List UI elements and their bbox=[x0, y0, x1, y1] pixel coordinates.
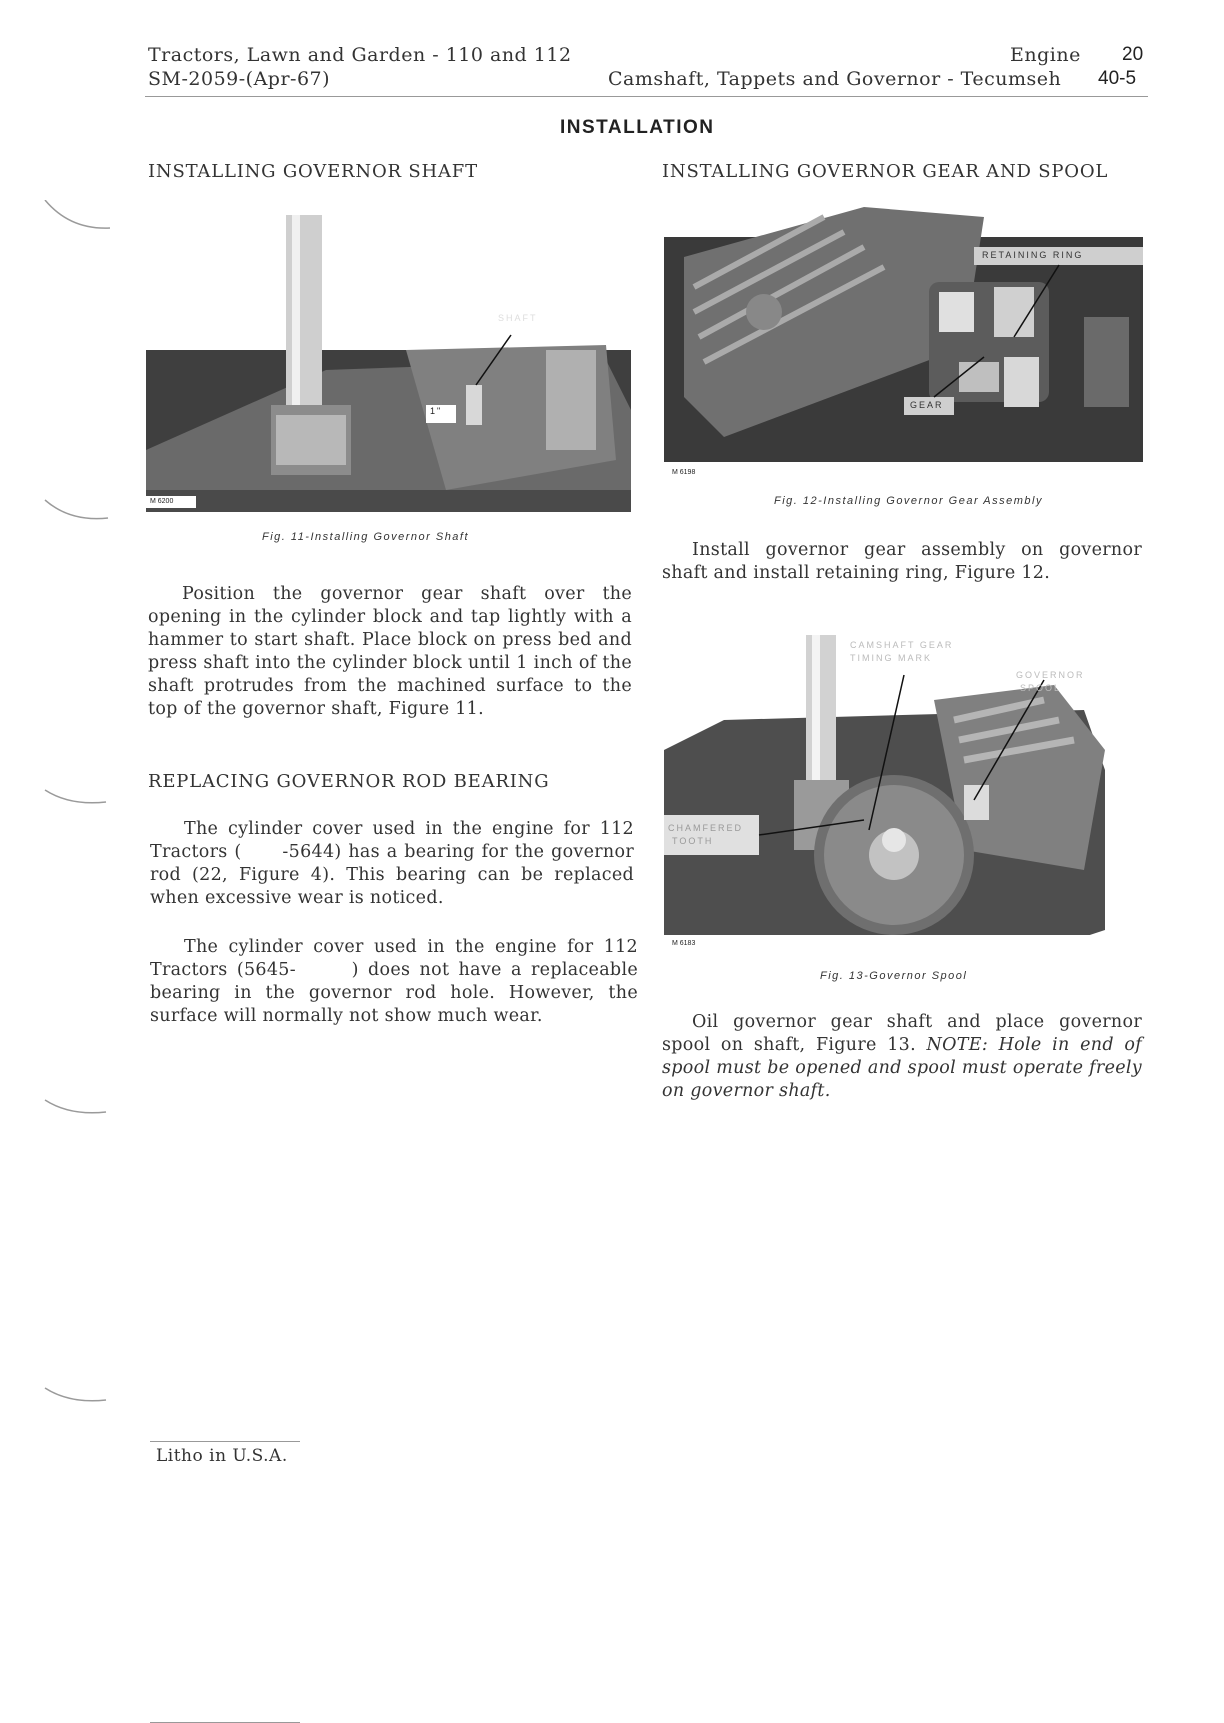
header-section: Engine bbox=[1010, 44, 1081, 66]
header-doc-number: SM-2059-(Apr-67) bbox=[148, 68, 331, 90]
figure-12-photo bbox=[664, 197, 1143, 482]
figure-12-label-gear: GEAR bbox=[910, 400, 944, 410]
header-page-number: 40-5 bbox=[1098, 68, 1137, 89]
subhead-installing-governor-shaft: INSTALLING GOVERNOR SHAFT bbox=[148, 161, 478, 182]
figure-12-illustration bbox=[664, 197, 1143, 482]
figure-11-caption: Fig. 11-Installing Governor Shaft bbox=[262, 531, 470, 543]
figure-11-illustration bbox=[146, 210, 631, 512]
figure-13-label-tooth-line1: CHAMFERED bbox=[668, 823, 744, 833]
paragraph-governor-spool-text: Oil governor gear shaft and place governor spool on shaft, Figure 13. bbox=[662, 1012, 1142, 1055]
figure-12-photo-number: M 6198 bbox=[672, 469, 696, 476]
figure-13-label-tooth-line2: TOOTH bbox=[672, 836, 714, 846]
figure-12-caption: Fig. 12-Installing Governor Gear Assembly bbox=[774, 495, 1043, 507]
figure-13-label-spool-line2: SPOOL bbox=[1020, 683, 1062, 693]
figure-13-photo-number: M 6183 bbox=[672, 940, 696, 947]
paragraph-governor-spool-note: NOTE: Hole in end of spool must be opened and spool must operate freely on governor shaft. bbox=[662, 1035, 1143, 1101]
header-doc-title: Tractors, Lawn and Garden - 110 and 112 bbox=[148, 44, 572, 66]
figure-11-label-inch: 1" bbox=[430, 406, 443, 416]
figure-11-photo bbox=[146, 210, 631, 512]
binding-hole-marks bbox=[40, 200, 120, 1720]
subhead-installing-governor-gear-and-spool: INSTALLING GOVERNOR GEAR AND SPOOL bbox=[662, 161, 1109, 182]
figure-13-label-timing-line1: CAMSHAFT GEAR bbox=[850, 640, 954, 650]
section-title: INSTALLATION bbox=[560, 117, 715, 138]
header-rule bbox=[145, 96, 1148, 97]
paragraph-install-gear-assembly: Install governor gear assembly on governor shaft and install retaining ring, Figure 12. bbox=[662, 540, 1142, 583]
header-page-section-number: 20 bbox=[1122, 44, 1144, 65]
figure-13-label-timing-line2: TIMING MARK bbox=[850, 653, 932, 663]
figure-12-label-retaining-ring: RETAINING RING bbox=[982, 250, 1084, 260]
paragraph-governor-rod-bearing: The cylinder cover used in the engine for 112 Tractors ( -5644) has a bearing for the governor rod (22, Figure 4). This bearing can be replaced when excessive wear is noticed. bbox=[150, 819, 640, 908]
figure-11-label-shaft: SHAFT bbox=[498, 313, 538, 323]
footer-litho: Litho in U.S.A. bbox=[156, 1446, 288, 1466]
figure-13-label-spool-line1: GOVERNOR bbox=[1016, 670, 1085, 680]
paragraph-install-governor-shaft: Position the governor gear shaft over the opening in the cylinder block and tap lightly with a hammer to start shaft. Place block on press bed and press shaft into the cylinder block until 1 inch of the shaft protrudes from the machined surface to the top of the governor shaft, Figure 11. bbox=[148, 584, 632, 719]
figure-11-photo-number: M 6200 bbox=[150, 498, 174, 505]
paragraph-governor-spool bbox=[662, 1011, 1142, 1103]
paragraph-non-replaceable-bearing: The cylinder cover used in the engine for 112 Tractors (5645- ) does not have a replaceable bearing in the governor rod hole. However, the surface will normally not show much wear. bbox=[150, 937, 644, 1026]
footer-rule-top bbox=[150, 1441, 300, 1442]
subhead-replacing-governor-rod-bearing: REPLACING GOVERNOR ROD BEARING bbox=[148, 771, 550, 792]
figure-13-caption: Fig. 13-Governor Spool bbox=[820, 970, 968, 982]
figure-13-photo bbox=[664, 630, 1105, 957]
header-topic: Camshaft, Tappets and Governor - Tecumseh bbox=[608, 68, 1062, 90]
